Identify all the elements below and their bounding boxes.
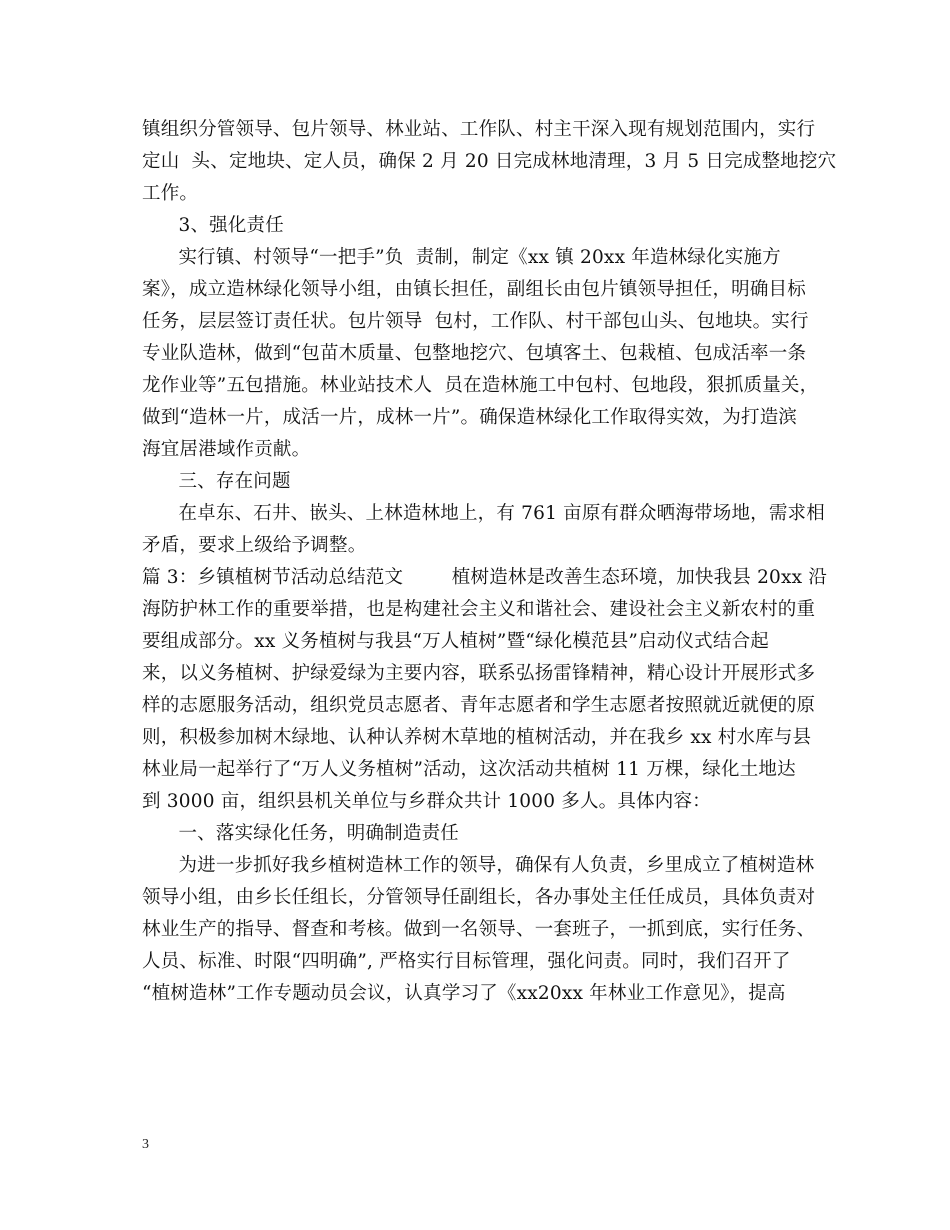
text-line: 领导小组，由乡长任组长，分管领导任副组长，各办事处主任任成员，具体负责对 <box>142 887 816 908</box>
text-line: 做到“造林一片，成活一片，成林一片”。确保造林绿化工作取得实效，为打造滨 <box>142 407 798 428</box>
text-line: 来，以义务植树、护绿爱绿为主要内容，联系弘扬雷锋精神，精心设计开展形式多 <box>142 663 816 684</box>
text-line: 样的志愿服务活动，组织党员志愿者、青年志愿者和学生志愿者按照就近就便的原 <box>142 695 816 716</box>
text-line: 实行镇、村领导“一把手”负 责制，制定《xx 镇 20xx 年造林绿化实施方 <box>142 247 781 268</box>
text-line: 到 3000 亩，组织县机关单位与乡群众共计 1000 多人。具体内容： <box>142 791 711 812</box>
section-heading: 三、存在问题 <box>142 471 291 492</box>
text-line: 林业生产的指导、督查和考核。做到一名领导、一套班子，一抓到底，实行任务、 <box>142 919 816 940</box>
text-line: 林业局一起举行了“万人义务植树”活动，这次活动共植树 11 万棵，绿化土地达 <box>142 759 796 780</box>
text-line: 龙作业等”五包措施。林业站技术人 员在造林施工中包村、包地段，狠抓质量关， <box>142 375 819 396</box>
text-line: 海防护林工作的重要举措，也是构建社会主义和谐社会、建设社会主义新农村的重 <box>142 599 816 620</box>
text-line: 镇组织分管领导、包片领导、林业站、工作队、村主干深入现有规划范围内，实行 <box>142 119 816 140</box>
text-line: 则，积极参加树木绿地、认种认养树木草地的植树活动，并在我乡 xx 村水库与县 <box>142 727 812 748</box>
text-line: 定山 头、定地块、定人员，确保 2 月 20 日完成林地清理，3 月 5 日完成整地挖穴 <box>142 151 837 172</box>
page-number: 3 <box>142 1137 149 1152</box>
text-line: 为进一步抓好我乡植树造林工作的领导，确保有人负责，乡里成立了植树造林 <box>142 855 815 876</box>
section-heading: 3、强化责任 <box>142 215 284 236</box>
text-line: 专业队造林，做到“包苗木质量、包整地挖穴、包填客土、包栽植、包成活率一条 <box>142 343 807 364</box>
text-line: “植树造林”工作专题动员会议，认真学习了《xx20xx 年林业工作意见》，提高 <box>142 983 786 1004</box>
text-line: 工作。 <box>142 183 199 204</box>
document-body <box>142 114 837 1010</box>
text-line: 在卓东、石井、嵌头、上林造林地上，有 761 亩原有群众晒海带场地，需求相 <box>142 503 825 524</box>
text-line: 人员、标准、时限“四明确”, 严格实行目标管理，强化问责。同时，我们召开了 <box>142 951 791 972</box>
text-line: 要组成部分。xx 义务植树与我县“万人植树”暨“绿化模范县”启动仪式结合起 <box>142 631 769 652</box>
text-line: 案》，成立造林绿化领导小组，由镇长担任，副组长由包片镇领导担任，明确目标 <box>142 279 806 300</box>
section-heading: 一、落实绿化任务，明确制造责任 <box>142 823 459 844</box>
text-line: 海宜居港域作贡献。 <box>142 439 311 460</box>
article-title-line: 篇 3：乡镇植树节活动总结范文 植树造林是改善生态环境，加快我县 20xx 沿 <box>142 567 828 588</box>
text-line: 任务，层层签订责任状。包片领导 包村，工作队、村干部包山头、包地块。实行 <box>142 311 809 332</box>
text-line: 矛盾，要求上级给予调整。 <box>142 535 367 556</box>
